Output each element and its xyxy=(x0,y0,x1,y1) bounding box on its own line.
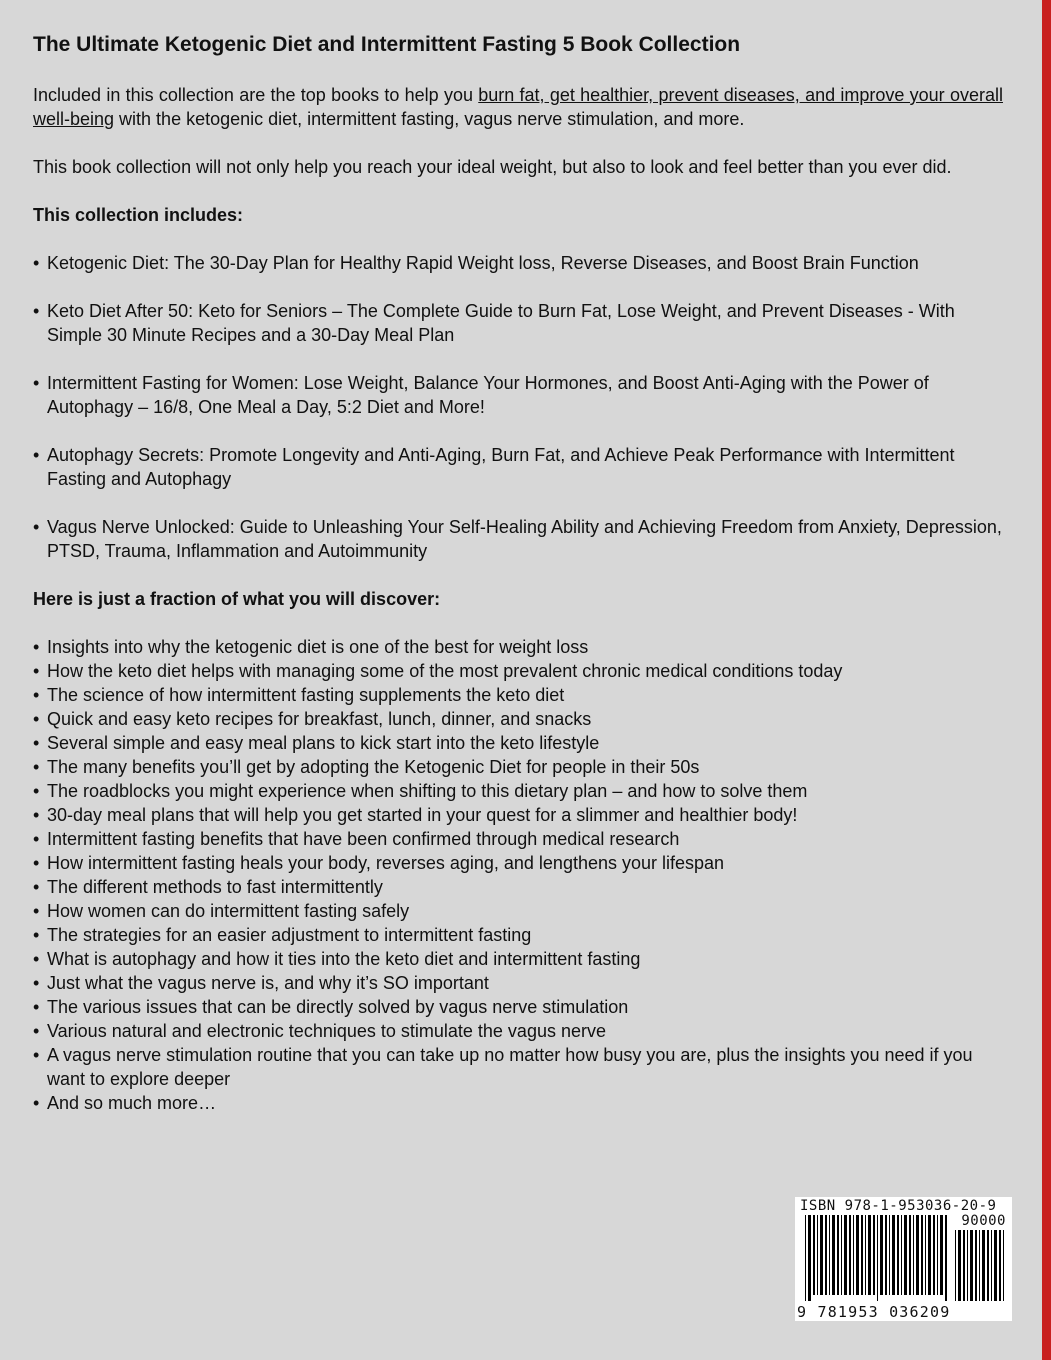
discover-item: • How intermittent fasting heals your body, reverses aging, and lengthens your lifespan xyxy=(33,851,1003,875)
intro-paragraph xyxy=(33,83,1003,131)
barcode-bar xyxy=(933,1215,935,1295)
barcode-bar xyxy=(861,1215,863,1295)
barcode-bar xyxy=(1003,1230,1004,1301)
barcode-bar xyxy=(849,1215,851,1295)
barcode-bar xyxy=(925,1215,926,1295)
barcode-bar xyxy=(901,1215,902,1295)
discover-item: • The roadblocks you might experience when shifting to this dietary plan – and how to solve them xyxy=(33,779,1003,803)
discover-heading: Here is just a fraction of what you will discover: xyxy=(33,589,441,609)
barcode-bar xyxy=(841,1215,842,1295)
barcode-bar xyxy=(987,1230,989,1301)
discover-item: • Quick and easy keto recipes for breakfast, lunch, dinner, and snacks xyxy=(33,707,1003,731)
barcode-bar xyxy=(865,1215,866,1295)
barcode-bar xyxy=(975,1230,977,1301)
discover-item: • The strategies for an easier adjustment to intermittent fasting xyxy=(33,923,1003,947)
barcode-bar xyxy=(892,1215,895,1295)
book-item: • Autophagy Secrets: Promote Longevity and Anti-Aging, Burn Fat, and Achieve Peak Performance with Intermittent Fasting and Autophagy xyxy=(33,443,1003,491)
barcode-bar xyxy=(982,1230,985,1301)
barcode-bar xyxy=(856,1215,859,1295)
barcode-bar xyxy=(880,1215,883,1295)
barcode-bar xyxy=(967,1230,968,1301)
discover-item: • The various issues that can be directly solved by vagus nerve stimulation xyxy=(33,995,1003,1019)
barcode-bar xyxy=(916,1215,919,1295)
barcode-bar xyxy=(928,1215,931,1295)
book-item: • Keto Diet After 50: Keto for Seniors – The Complete Guide to Burn Fat, Lose Weight, and Prevent Diseases - With Simple 30 Minute Recipes and a 30-Day Meal Plan xyxy=(33,299,1003,347)
barcode-bar xyxy=(817,1215,818,1295)
page-title: The Ultimate Ketogenic Diet and Intermittent Fasting 5 Book Collection xyxy=(33,33,741,56)
discover-item: • What is autophagy and how it ties into the keto diet and intermittent fasting xyxy=(33,947,1003,971)
barcode-bar xyxy=(940,1215,943,1295)
intro-before: Included in this collection are the top books to help you xyxy=(33,85,479,105)
barcode-bar xyxy=(829,1215,830,1295)
barcode-bar xyxy=(955,1230,956,1301)
price-code: 90000 xyxy=(961,1213,1006,1229)
barcode-bar xyxy=(813,1215,815,1295)
barcode-bar xyxy=(945,1215,947,1301)
discover-item: • Several simple and easy meal plans to kick start into the keto lifestyle xyxy=(33,731,1003,755)
barcode-bar xyxy=(909,1215,911,1295)
intro-underlined: burn fat, get healthier, prevent diseases, and improve your overall well-being xyxy=(33,85,1003,129)
discover-item: • The different methods to fast intermittently xyxy=(33,875,1003,899)
barcode-bar xyxy=(991,1230,992,1301)
barcode-bar xyxy=(999,1230,1001,1301)
discover-item: • And so much more… xyxy=(33,1091,1003,1115)
discover-item: • How the keto diet helps with managing some of the most prevalent chronic medical conditions today xyxy=(33,659,1003,683)
barcode-bar xyxy=(873,1215,875,1295)
barcode-bar xyxy=(832,1215,835,1295)
isbn-label: ISBN 978-1-953036-20-9 xyxy=(800,1198,997,1214)
discover-item: • Insights into why the ketogenic diet is one of the best for weight loss xyxy=(33,635,1003,659)
red-edge-stripe xyxy=(1042,0,1051,1360)
addon-barcode-bars xyxy=(955,1230,1005,1301)
book-item: • Vagus Nerve Unlocked: Guide to Unleashing Your Self-Healing Ability and Achieving Freedom from Anxiety, Depression, PTSD, Trauma, Inflammation and Autoimmunity xyxy=(33,515,1003,563)
barcode-bar xyxy=(963,1230,965,1301)
summary-paragraph: This book collection will not only help you reach your ideal weight, but also to look and feel better than you ever did. xyxy=(33,157,952,177)
discover-item: • The science of how intermittent fasting supplements the keto diet xyxy=(33,683,1003,707)
barcode-bar xyxy=(853,1215,854,1295)
discover-item: • Just what the vagus nerve is, and why it’s SO important xyxy=(33,971,1003,995)
discover-item: • A vagus nerve stimulation routine that you can take up no matter how busy you are, plus the insights you need if you want to explore deeper xyxy=(33,1043,1003,1091)
collection-heading: This collection includes: xyxy=(33,205,244,225)
intro-after: with the ketogenic diet, intermittent fasting, vagus nerve stimulation, and more. xyxy=(114,109,745,129)
discover-item: • 30-day meal plans that will help you get started in your quest for a slimmer and healthier body! xyxy=(33,803,1003,827)
discover-item: • The many benefits you’ll get by adopting the Ketogenic Diet for people in their 50s xyxy=(33,755,1003,779)
barcode-bar xyxy=(837,1215,839,1295)
discover-item: • Various natural and electronic techniques to stimulate the vagus nerve xyxy=(33,1019,1003,1043)
ean-digits: 9 781953 036209 xyxy=(797,1303,951,1321)
isbn-barcode xyxy=(795,1197,1012,1321)
barcode-bar xyxy=(868,1215,871,1295)
barcode-bar xyxy=(885,1215,887,1295)
barcode-bar xyxy=(889,1215,890,1295)
back-cover-text xyxy=(33,28,1003,1115)
barcode-bar xyxy=(937,1215,938,1295)
barcode-bars xyxy=(805,1215,950,1301)
barcode-bar xyxy=(805,1215,806,1301)
barcode-bar xyxy=(958,1230,961,1301)
barcode-bar xyxy=(825,1215,827,1295)
barcode-bar xyxy=(994,1230,997,1301)
barcode-bar xyxy=(913,1215,914,1295)
book-list xyxy=(33,251,1003,563)
barcode-bar xyxy=(979,1230,980,1301)
barcode-bar xyxy=(897,1215,899,1295)
discover-list xyxy=(33,635,1003,1115)
barcode-bar xyxy=(877,1215,878,1301)
book-item: • Intermittent Fasting for Women: Lose Weight, Balance Your Hormones, and Boost Anti-Aging with the Power of Autophagy – 16/8, One Meal a Day, 5:2 Diet and More! xyxy=(33,371,1003,419)
barcode-bar xyxy=(844,1215,847,1295)
barcode-bar xyxy=(808,1215,811,1301)
book-item: • Ketogenic Diet: The 30-Day Plan for Healthy Rapid Weight loss, Reverse Diseases, and Boost Brain Function xyxy=(33,251,1003,275)
barcode-bar xyxy=(820,1215,823,1295)
barcode-bar xyxy=(921,1215,923,1295)
discover-item: • Intermittent fasting benefits that have been confirmed through medical research xyxy=(33,827,1003,851)
barcode-bar xyxy=(970,1230,973,1301)
discover-item: • How women can do intermittent fasting safely xyxy=(33,899,1003,923)
barcode-bar xyxy=(904,1215,907,1295)
